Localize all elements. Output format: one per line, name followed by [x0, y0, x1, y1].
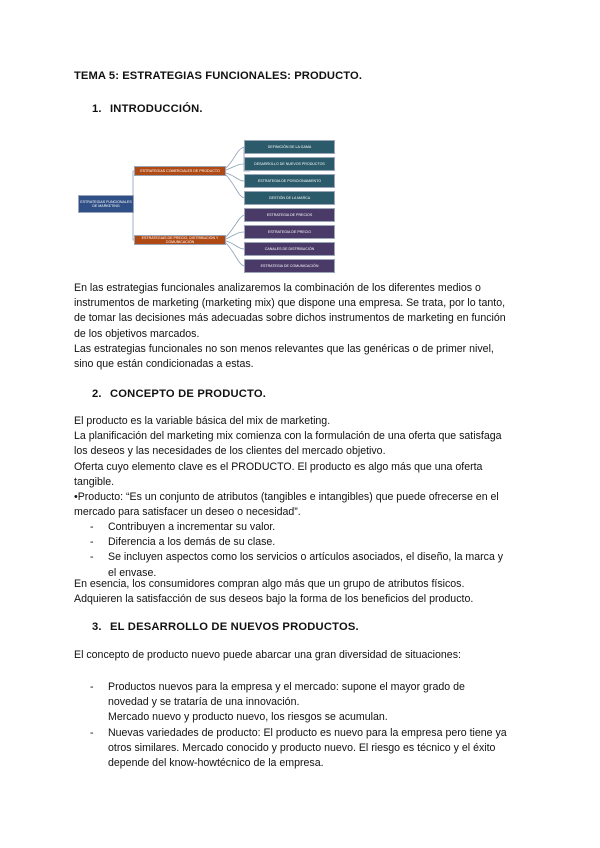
paragraph-line: instrumentos de marketing (marketing mix) que dispone una empresa. Se trata, por lo tanto, [74, 297, 506, 310]
diagram-node-producto: ESTRATEGIAS COMERCIALES DE PRODUCTO [134, 166, 226, 176]
paragraph-line: los deseos y las necesidades de los clientes del mercado objetivo. [74, 445, 386, 458]
list-dash: - [90, 551, 94, 564]
section-title: CONCEPTO DE PRODUCTO. [110, 388, 267, 400]
diagram-leaf: DEFINICIÓN DE LA GAMA [244, 140, 335, 154]
paragraph-line: de los objetivos marcados. [74, 327, 200, 340]
list-item [90, 726, 540, 772]
desarrollo-bullet-list [90, 680, 540, 771]
section-number: 3. [92, 621, 102, 633]
diagram-leaf: ESTRATEGIA DE COMUNICACIÓN [244, 259, 335, 273]
list-item [90, 535, 540, 550]
document-title: TEMA 5: ESTRATEGIAS FUNCIONALES: PRODUCTO. [74, 70, 363, 82]
diagram-node-root: ESTRATEGIAS FUNCIONALES DE MARKETING [78, 195, 134, 213]
list-dash: - [90, 521, 94, 533]
intro-paragraph [74, 281, 534, 372]
diagram-leaf: GESTIÓN DE LA MARCA [244, 191, 335, 205]
section-heading-introduccion [92, 103, 203, 115]
paragraph-line: Las estrategias funcionales no son menos relevantes que las genéricas o de primer nivel, [74, 342, 494, 355]
diagram-node-precio: ESTRATEGIAS DE PRECIO, DISTRIBUCIÓN Y COMUNICACIÓN [134, 235, 226, 245]
list-dash: - [90, 536, 94, 549]
list-item-text: novedad y se trataría de una innovación. [108, 696, 300, 709]
concepto-closing-paragraph [74, 577, 534, 607]
list-item [90, 520, 540, 535]
desarrollo-intro [74, 648, 534, 663]
list-item-text: Productos nuevos para la empresa y el mercado: supone el mayor grado de [108, 681, 465, 693]
list-item-text: Se incluyen aspectos como los servicios o artículos asociados, el diseño, la marca y [108, 551, 504, 564]
list-item-text: Contribuyen a incrementar su valor. [108, 521, 276, 533]
list-dash: - [90, 726, 94, 739]
diagram-leaf: ESTRATEGIA DE PRECIO [244, 225, 335, 239]
section-number: 1. [92, 103, 102, 115]
list-item-text: depende del know-howtécnico de la empresa. [108, 757, 324, 770]
section-title: EL DESARROLLO DE NUEVOS PRODUCTOS. [110, 621, 359, 633]
paragraph-line: •Producto: “Es un conjunto de atributos (tangibles e intangibles) que puede ofrecerse en el [74, 491, 499, 504]
list-item-text: Mercado nuevo y producto nuevo, los riesgos se acumulan. [108, 711, 388, 724]
list-item-text: Nuevas variedades de producto: El producto es nuevo para la empresa pero tiene ya [108, 726, 507, 739]
paragraph-line: En esencia, los consumidores compran algo más que un grupo de atributos físicos. [74, 578, 465, 590]
list-item-text: el envase. [108, 566, 157, 579]
paragraph-line: En las estrategias funcionales analizaremos la combinación de los diferentes medios o [74, 282, 481, 294]
strategy-diagram [76, 138, 338, 276]
paragraph-line: mercado para satisfacer un deseo o necesidad”. [74, 506, 301, 519]
paragraph-line: El concepto de producto nuevo puede abarcar una gran diversidad de situaciones: [74, 649, 461, 661]
paragraph-line: tangible. [74, 475, 115, 488]
paragraph-line: Oferta cuyo elemento clave es el PRODUCTO. El producto es algo más que una oferta [74, 460, 483, 473]
concepto-bullet-list [90, 520, 540, 581]
diagram-leaf: ESTRATEGIA DE PRECIOS [244, 208, 335, 222]
paragraph-line: El producto es la variable básica del mix de marketing. [74, 415, 331, 427]
list-item-text: Diferencia a los demás de su clase. [108, 536, 276, 549]
concepto-paragraph [74, 414, 534, 520]
section-number: 2. [92, 388, 102, 400]
list-item-text: otros similares. Mercado conocido y producto nuevo. El riesgo es técnico y el éxito [108, 741, 496, 754]
paragraph-line: de tomar las decisiones más adecuadas sobre dichos instrumentos de marketing en función [74, 312, 506, 325]
section-heading-desarrollo [92, 621, 359, 633]
paragraph-line: Adquieren la satisfacción de sus deseos bajo la forma de los beneficios del producto. [74, 593, 474, 606]
section-heading-concepto [92, 388, 266, 400]
diagram-leaf: DESARROLLO DE NUEVOS PRODUCTOS [244, 157, 335, 171]
paragraph-line: sino que están condicionadas a estas. [74, 358, 254, 371]
diagram-leaf: ESTRATEGIA DE POSICIONAMIENTO [244, 174, 335, 188]
section-title: INTRODUCCIÓN. [110, 103, 203, 115]
list-dash: - [90, 681, 94, 693]
diagram-leaf: CANALES DE DISTRIBUCIÓN [244, 242, 335, 256]
paragraph-line: La planificación del marketing mix comienza con la formulación de una oferta que satisfaga [74, 430, 502, 443]
list-item [90, 680, 540, 726]
